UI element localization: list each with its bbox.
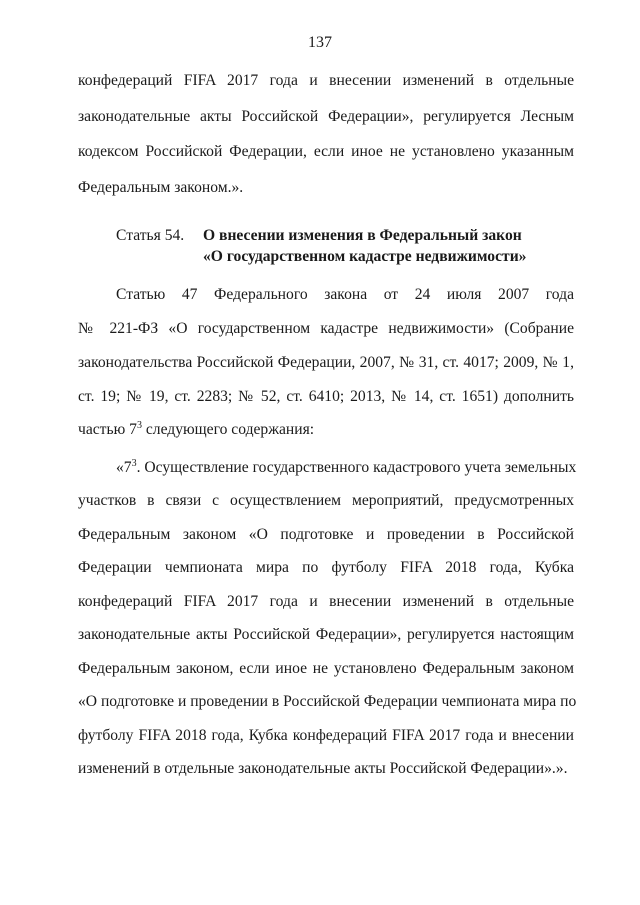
superscript: 3	[136, 419, 142, 431]
text-line: кодексом Российской Федерации, если иное не установлено указанным	[78, 143, 574, 160]
text-line: изменений в отдельные законодательные акты Российской Федерации».».	[78, 760, 568, 777]
text-line: Федеральным законом «О подготовке и проведении в Российской	[78, 526, 574, 543]
text-line: «О подготовке и проведении в Российской Федерации чемпионата мира по	[78, 693, 577, 710]
text-line: участков в связи с осуществлением мероприятий, предусмотренных	[78, 492, 574, 509]
text-line: законодательные акты Российской Федерации», регулируется Лесным	[78, 108, 574, 125]
text-line: конфедераций FIFA 2017 года и внесении изменений в отдельные	[78, 72, 574, 89]
superscript: 3	[131, 457, 137, 469]
text-line: Федеральным законом, если иное не установлено Федеральным законом	[78, 660, 574, 677]
text-line: Федеральным законом.».	[78, 179, 244, 196]
article-title-line: О внесении изменения в Федеральный закон	[203, 227, 522, 244]
text-line: Статью 47 Федерального закона от 24 июля 2007 года	[116, 286, 574, 303]
text-line: конфедераций FIFA 2017 года и внесении изменений в отдельные	[78, 593, 574, 610]
text-line: законодательства Российской Федерации, 2007, № 31, ст. 4017; 2009, № 1,	[78, 354, 574, 371]
page-number: 137	[308, 34, 332, 51]
text-line: законодательные акты Российской Федерации», регулируется настоящим	[78, 626, 574, 643]
text-line: № 221-ФЗ «О государственном кадастре недвижимости» (Собрание	[78, 320, 574, 337]
text-line: ст. 19; № 19, ст. 2283; № 52, ст. 6410; 2013, № 14, ст. 1651) дополнить	[78, 388, 574, 405]
text-line: Федерации чемпионата мира по футболу FIFA 2018 года, Кубка	[78, 559, 574, 576]
text-line: частью $7^3$ следующего содержания:	[78, 419, 315, 438]
article-label: Статья 54.	[116, 227, 185, 244]
text-line: футболу FIFA 2018 года, Кубка конфедераций FIFA 2017 года и внесении	[78, 727, 574, 744]
article-title-line: «О государственном кадастре недвижимости»	[203, 248, 527, 265]
text-line: «$7^3$. Осуществление государственного кадастрового учета земельных	[116, 457, 577, 476]
